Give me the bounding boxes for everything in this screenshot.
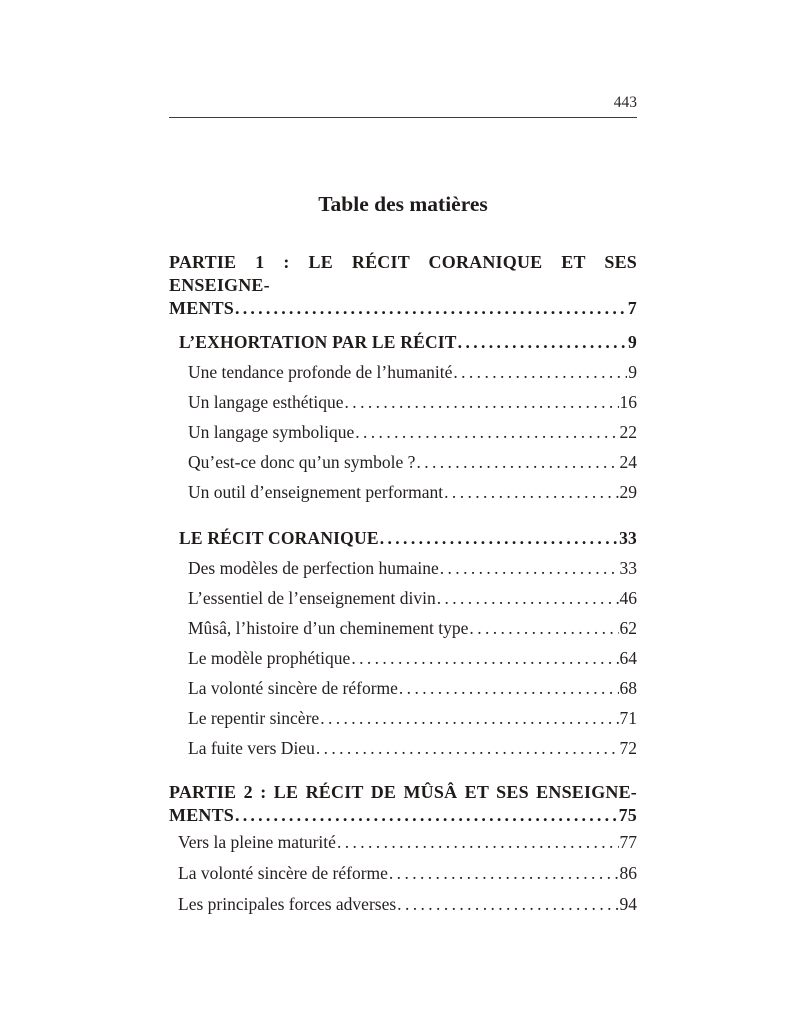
dot-leader <box>336 827 619 858</box>
toc-entry <box>169 387 637 417</box>
dot-leader <box>436 583 619 613</box>
dot-leader <box>350 643 618 673</box>
toc-entry-label: LE RÉCIT CORANIQUE <box>179 528 379 548</box>
toc-entry-label: La volonté sincère de réforme <box>178 863 388 883</box>
toc-entry-label: La volonté sincère de réforme <box>188 678 398 698</box>
toc-entry-page: 86 <box>619 863 637 883</box>
toc-entry <box>169 889 637 920</box>
toc-entry-label: Un langage esthétique <box>188 392 344 412</box>
toc-entry-label: Le modèle prophétique <box>188 648 351 668</box>
toc-entry-label: PARTIE 2 : LE RÉCIT DE MÛSÂ ET SES ENSEIGNE- <box>169 782 637 802</box>
toc-entry-label: Vers la pleine maturité <box>178 832 336 852</box>
toc-entry <box>169 553 637 583</box>
toc-entry-page: 62 <box>619 618 637 638</box>
toc-entry-page: 68 <box>619 678 637 698</box>
dot-leader <box>398 673 619 703</box>
toc-entry <box>169 673 637 703</box>
dot-leader <box>379 523 618 553</box>
toc-entry-page: 9 <box>628 332 637 352</box>
toc-entry-part-1 <box>169 251 637 320</box>
toc-entry <box>169 858 637 889</box>
toc-entry <box>169 733 637 763</box>
toc-entry-page: 71 <box>619 708 637 728</box>
toc-entry <box>169 827 637 858</box>
dot-leader <box>415 447 618 477</box>
toc-entry <box>169 643 637 673</box>
toc-entry-page: 75 <box>618 805 637 825</box>
dot-leader <box>388 858 619 889</box>
toc-entry-page: 94 <box>619 894 637 914</box>
toc-entry-chapter <box>169 523 637 553</box>
toc-entry-label: Le repentir sincère <box>188 708 320 728</box>
table-of-contents <box>169 251 637 920</box>
toc-entry-label: Un langage symbolique <box>188 422 355 442</box>
toc-entry-part-2 <box>169 781 637 827</box>
dot-leader <box>354 417 618 447</box>
toc-entry <box>169 477 637 507</box>
toc-entry-label: Mûsâ, l’histoire d’un cheminement type <box>188 618 469 638</box>
toc-entry-page: 72 <box>619 738 637 758</box>
toc-entry-label: PARTIE 1 : LE RÉCIT CORANIQUE ET SES ENSEIGNE- <box>169 252 637 295</box>
dot-leader <box>443 477 618 507</box>
toc-entry-chapter <box>169 327 637 357</box>
dot-leader <box>234 297 627 320</box>
toc-entry-label: L’EXHORTATION PAR LE RÉCIT <box>179 332 457 352</box>
toc-entry-label: Les principales forces adverses <box>178 894 397 914</box>
dot-leader <box>439 553 619 583</box>
toc-entry-page: 77 <box>619 832 637 852</box>
toc-entry <box>169 417 637 447</box>
header-rule <box>169 117 637 118</box>
toc-entry-page: 24 <box>619 452 637 472</box>
toc-entry-page: 33 <box>619 558 637 578</box>
page-title: Table des matières <box>318 192 488 216</box>
toc-entry-page: 33 <box>619 528 637 548</box>
toc-entry-page: 7 <box>627 298 637 318</box>
toc-entry <box>169 447 637 477</box>
page-content <box>169 0 637 920</box>
toc-entry-page: 64 <box>619 648 637 668</box>
dot-leader <box>319 703 618 733</box>
dot-leader <box>315 733 619 763</box>
toc-entry <box>169 583 637 613</box>
dot-leader <box>452 357 627 387</box>
toc-entry-page: 22 <box>619 422 637 442</box>
dot-leader <box>396 889 618 920</box>
toc-entry-page: 9 <box>628 362 637 382</box>
toc-entry-page: 29 <box>619 482 637 502</box>
toc-entry-label: La fuite vers Dieu <box>188 738 315 758</box>
toc-entry-label-continuation: MENTS <box>169 805 235 825</box>
toc-entry <box>169 703 637 733</box>
toc-entry-page: 46 <box>619 588 637 608</box>
toc-entry <box>169 613 637 643</box>
toc-entry-label-continuation: MENTS <box>169 298 235 318</box>
toc-entry-label: Un outil d’enseignement performant <box>188 482 444 502</box>
dot-leader <box>234 804 618 827</box>
page-number: 443 <box>613 94 637 111</box>
toc-entry-label: L’essentiel de l’enseignement divin <box>188 588 436 608</box>
toc-entry-page: 16 <box>619 392 637 412</box>
dot-leader <box>457 327 627 357</box>
dot-leader <box>344 387 619 417</box>
toc-entry-label: Qu’est-ce donc qu’un symbole ? <box>188 452 416 472</box>
dot-leader <box>468 613 618 643</box>
toc-entry <box>169 357 637 387</box>
toc-entry-label: Une tendance profonde de l’humanité <box>188 362 453 382</box>
toc-entry-label: Des modèles de perfection humaine <box>188 558 439 578</box>
